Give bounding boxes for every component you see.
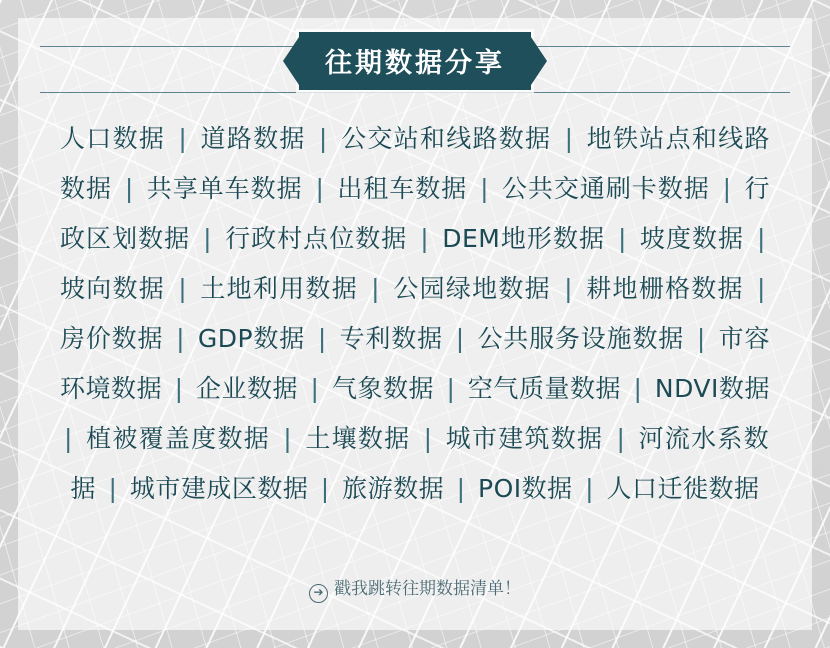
jump-to-list-link[interactable] xyxy=(309,579,521,599)
data-item: NDVI数据 xyxy=(654,374,770,403)
footer-label: 戳我跳转往期数据清单！ xyxy=(334,579,521,599)
data-item: 气象数据 xyxy=(331,374,435,403)
item-separator: | xyxy=(554,274,583,303)
data-item: GDP数据 xyxy=(197,324,306,353)
item-separator: | xyxy=(169,124,197,153)
item-separator: | xyxy=(446,324,474,353)
item-separator: | xyxy=(576,474,603,503)
item-separator: | xyxy=(167,324,194,353)
data-item: 公共服务设施数据 xyxy=(477,324,685,353)
data-item: DEM地形数据 xyxy=(442,224,606,253)
title-rule-bottom xyxy=(40,92,790,93)
item-separator: | xyxy=(312,474,339,503)
data-item: 河流水系数据 xyxy=(70,424,770,503)
item-separator: | xyxy=(609,224,636,253)
data-item: 公园绿地数据 xyxy=(393,274,551,303)
data-item: 植被覆盖度数据 xyxy=(86,424,270,453)
data-item: 行政区划数据 xyxy=(60,174,770,253)
item-separator: | xyxy=(448,474,475,503)
item-separator: | xyxy=(309,324,336,353)
data-item: POI数据 xyxy=(478,474,573,503)
item-separator: | xyxy=(411,224,439,253)
item-separator: | xyxy=(625,374,651,403)
data-item: 地铁站点和线路数据 xyxy=(60,124,770,203)
item-separator: | xyxy=(166,374,192,403)
data-item: 人口迁徙数据 xyxy=(606,474,760,503)
item-separator: | xyxy=(194,224,222,253)
data-item: 旅游数据 xyxy=(342,474,445,503)
item-separator: | xyxy=(438,374,464,403)
data-item: 城市建筑数据 xyxy=(445,424,604,453)
item-separator: | xyxy=(169,274,197,303)
item-separator: | xyxy=(115,174,143,203)
item-separator: | xyxy=(361,274,390,303)
data-item: 城市建成区数据 xyxy=(129,474,309,503)
data-item: 土壤数据 xyxy=(305,424,411,453)
data-item: 道路数据 xyxy=(200,124,306,153)
content-card xyxy=(18,18,812,630)
data-item: 耕地栅格数据 xyxy=(586,274,744,303)
item-separator: | xyxy=(713,174,741,203)
item-separator: | xyxy=(607,424,635,453)
data-item: 空气质量数据 xyxy=(467,374,622,403)
item-separator: | xyxy=(747,274,766,303)
item-separator: | xyxy=(100,474,126,503)
item-separator: | xyxy=(471,174,498,203)
item-separator: | xyxy=(309,124,338,153)
data-item: 出租车数据 xyxy=(337,174,468,203)
data-item: 公交站和线路数据 xyxy=(341,124,552,153)
item-separator: | xyxy=(273,424,302,453)
item-separator: | xyxy=(64,424,83,453)
data-item: 行政村点位数据 xyxy=(225,224,408,253)
arrow-circle-icon: ➔ xyxy=(309,584,328,603)
data-item: 坡向数据 xyxy=(60,274,166,303)
data-list xyxy=(60,114,770,514)
title-banner xyxy=(18,32,812,90)
item-separator: | xyxy=(414,424,442,453)
data-item: 共享单车数据 xyxy=(146,174,303,203)
data-item: 公共交通刷卡数据 xyxy=(501,174,710,203)
data-item: 土地利用数据 xyxy=(200,274,358,303)
data-item: 房价数据 xyxy=(60,324,164,353)
data-item: 坡度数据 xyxy=(639,224,745,253)
item-separator: | xyxy=(748,224,766,253)
item-separator: | xyxy=(302,374,328,403)
data-item: 市容环境数据 xyxy=(60,324,770,403)
data-item: 人口数据 xyxy=(60,124,166,153)
footer xyxy=(18,574,812,603)
item-separator: | xyxy=(555,124,583,153)
page-title: 往期数据分享 xyxy=(299,32,531,90)
data-item: 企业数据 xyxy=(195,374,299,403)
item-separator: | xyxy=(688,324,715,353)
item-separator: | xyxy=(306,174,334,203)
data-item: 专利数据 xyxy=(339,324,443,353)
